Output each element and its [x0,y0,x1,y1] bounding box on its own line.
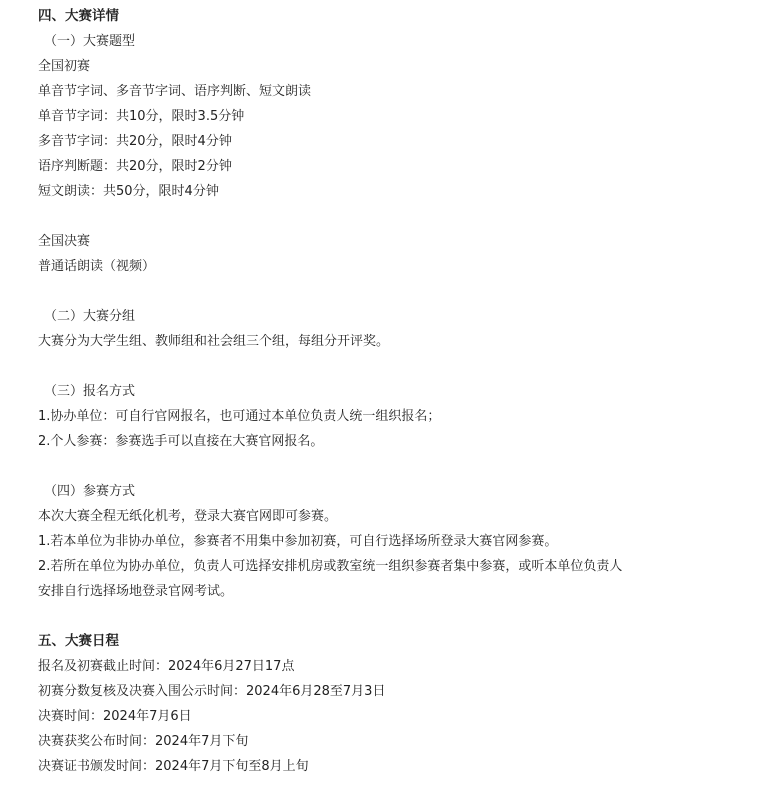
spacer [38,604,753,629]
preliminary-summary: 单音节字词、多音节字词、语序判断、短文朗读 [38,84,312,99]
participation-item-1: 1.若本单位为非协办单位，参赛者不用集中参加初赛，可自行选择场所登录大赛官网参赛。 [38,534,558,549]
topic-item: 语序判断题：共20分，限时2分钟 [38,159,232,174]
groups-heading: （二）大赛分组 [44,309,136,324]
section-4-title: 四、大赛详情 [38,8,119,24]
participation-item-2-line-1: 2.若所在单位为协办单位，负责人可选择安排机房或教室统一组织参赛者集中参赛，或听本单位负责人 [38,559,623,574]
topic-item: 多音节字词：共20分，限时4分钟 [38,134,232,149]
participation-item-2-line-2: 安排自行选择场地登录官网考试。 [38,584,234,599]
registration-item: 1.协办单位：可自行官网报名，也可通过本单位负责人统一组织报名； [38,409,441,424]
schedule-item: 决赛时间：2024年7月6日 [38,709,192,724]
registration-heading: （三）报名方式 [44,384,136,399]
participation-heading: （四）参赛方式 [44,484,136,499]
final-desc: 普通话朗读（视频） [38,259,156,274]
topic-item: 短文朗读：共50分，限时4分钟 [38,184,219,199]
spacer [38,204,753,229]
registration-item: 2.个人参赛：参赛选手可以直接在大赛官网报名。 [38,434,324,449]
schedule-item: 决赛证书颁发时间：2024年7月下旬至8月上旬 [38,759,309,774]
topics-heading: （一）大赛题型 [44,34,136,49]
participation-intro: 本次大赛全程无纸化机考，登录大赛官网即可参赛。 [38,509,338,524]
spacer [38,279,753,304]
final-title: 全国决赛 [38,234,91,249]
groups-desc: 大赛分为大学生组、教师组和社会组三个组，每组分开评奖。 [38,334,390,349]
section-5-title: 五、大赛日程 [38,633,119,649]
spacer [38,454,753,479]
schedule-item: 报名及初赛截止时间：2024年6月27日17点 [38,659,295,674]
schedule-item: 决赛获奖公布时间：2024年7月下旬 [38,734,249,749]
preliminary-title: 全国初赛 [38,59,91,74]
spacer [38,354,753,379]
topic-item: 单音节字词：共10分，限时3.5分钟 [38,109,245,124]
document-body [38,4,753,779]
schedule-item: 初赛分数复核及决赛入围公示时间：2024年6月28至7月3日 [38,684,386,699]
